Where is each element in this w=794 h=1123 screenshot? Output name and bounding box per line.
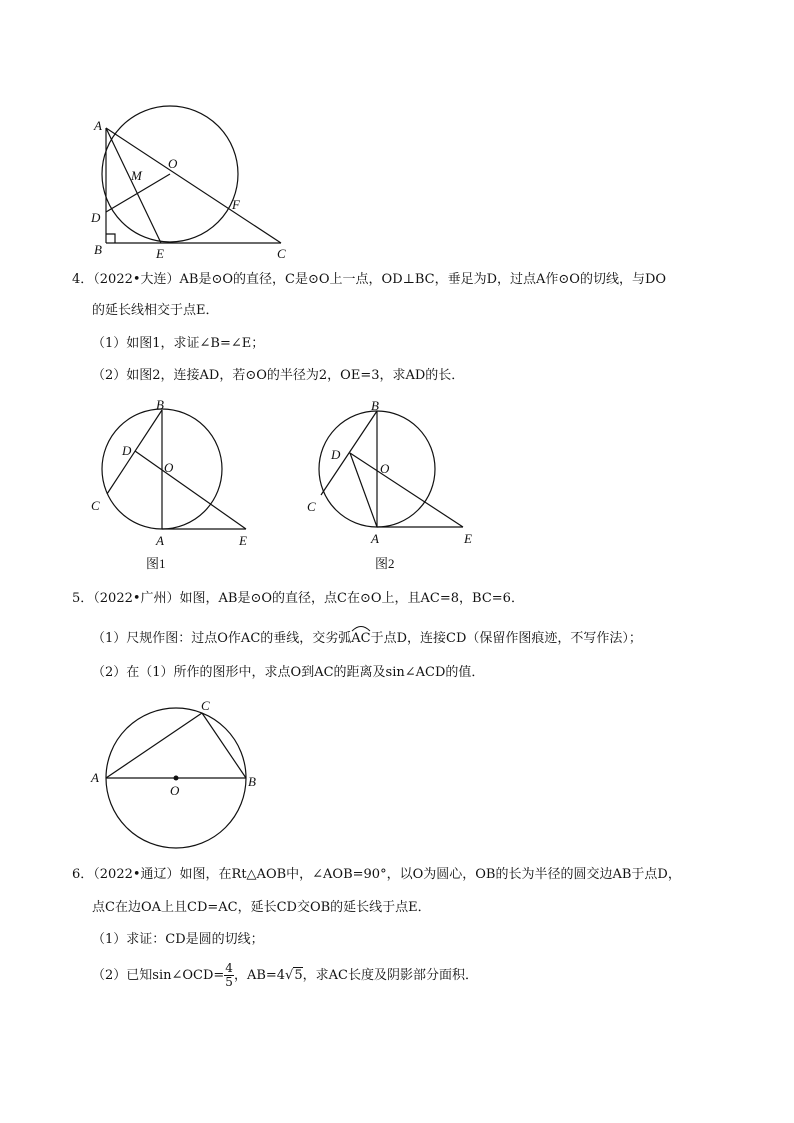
fig2-label-d: D bbox=[331, 447, 341, 462]
q6-number: 6． bbox=[72, 867, 94, 882]
q6-part1: （1）求证：CD是圆的切线； bbox=[92, 932, 264, 947]
q4-stem-line1: AB是⊙O的直径，C是⊙O上一点，OD⊥BC，垂足为D，过点A作⊙O的切线，与DO bbox=[179, 272, 667, 287]
fig1-caption: 图1 bbox=[146, 556, 166, 571]
q4-source: （2022•大连） bbox=[93, 272, 180, 287]
q6-line2: 点C在边OA上且CD=AC，延长CD交OB的延长线于点E． bbox=[92, 900, 431, 915]
q6-sqrt-radicand: 5 bbox=[294, 968, 303, 983]
q5-chord-bc bbox=[202, 713, 246, 778]
fig2-label-b: B bbox=[371, 398, 379, 413]
q6-fraction-numerator: 4 bbox=[225, 961, 233, 975]
sqrt-icon: √ bbox=[285, 968, 294, 983]
label-b: B bbox=[94, 242, 102, 257]
q4-stem-line2: 的延长线相交于点E． bbox=[92, 303, 219, 318]
q5-stem: 如图，AB是⊙O的直径，点C在⊙O上，且AC=8，BC=6． bbox=[179, 591, 524, 606]
fig1-label-o: O bbox=[164, 460, 174, 475]
fig2-caption: 图2 bbox=[375, 556, 395, 571]
fig2-label-e: E bbox=[464, 531, 472, 546]
label-m: M bbox=[131, 168, 142, 183]
label-a: A bbox=[94, 118, 102, 133]
q5-part1-b: 于点D，连接CD（保留作图痕迹，不写作法）； bbox=[370, 631, 642, 646]
q6-line1 bbox=[72, 866, 681, 884]
fig2-label-o: O bbox=[380, 461, 390, 476]
q6-part2 bbox=[92, 961, 478, 991]
fig1-label-d: D bbox=[122, 443, 132, 458]
q6-source: （2022•通辽） bbox=[93, 867, 180, 882]
q5-source: （2022•广州） bbox=[93, 591, 180, 606]
label-f: F bbox=[232, 197, 240, 212]
fig1-label-e: E bbox=[239, 533, 247, 548]
q4-part2: （2）如图2，连接AD，若⊙O的半径为2，OE=3，求AD的长． bbox=[92, 368, 465, 383]
fig1-label-b: B bbox=[156, 397, 164, 412]
label-c: C bbox=[277, 246, 286, 261]
q5-part1-a: （1）尺规作图：过点O作AC的垂线，交劣弧 bbox=[92, 631, 352, 646]
q6-stem-line1: 如图，在Rt△AOB中，∠AOB=90°，以O为圆心，OB的长为半径的圆交边AB于点D， bbox=[179, 867, 681, 882]
q5-number: 5． bbox=[72, 591, 94, 606]
fig1-label-a: A bbox=[156, 533, 164, 548]
q6-fraction-denominator: 5 bbox=[225, 975, 233, 989]
q5-chord-ac bbox=[106, 713, 202, 778]
fig2-label-c: C bbox=[307, 499, 316, 514]
q6-fraction bbox=[224, 962, 234, 989]
fig2-label-a: A bbox=[371, 531, 379, 546]
q4-part1: （1）如图1，求证∠B=∠E； bbox=[92, 336, 265, 351]
q5-arc-label: AC bbox=[351, 631, 371, 646]
label-d: D bbox=[91, 210, 101, 225]
q5-center-dot bbox=[174, 776, 179, 781]
q5-part2: （2）在（1）所作的图形中，求点O到AC的距离及sin∠ACD的值． bbox=[92, 665, 485, 680]
label-e: E bbox=[156, 246, 164, 261]
q6-part2-a: （2）已知sin∠OCD= bbox=[92, 968, 225, 983]
fig1-label-c: C bbox=[91, 498, 100, 513]
q5-label-o: O bbox=[170, 783, 180, 798]
q6-part2-c: ，求AC长度及阴影部分面积． bbox=[302, 968, 478, 983]
q5-label-b: B bbox=[248, 774, 256, 789]
q5-label-c: C bbox=[201, 698, 210, 713]
label-o: O bbox=[168, 156, 178, 171]
q5-label-a: A bbox=[91, 770, 99, 785]
q6-part2-b: ，AB=4 bbox=[233, 968, 286, 983]
q4-number: 4． bbox=[72, 272, 94, 287]
